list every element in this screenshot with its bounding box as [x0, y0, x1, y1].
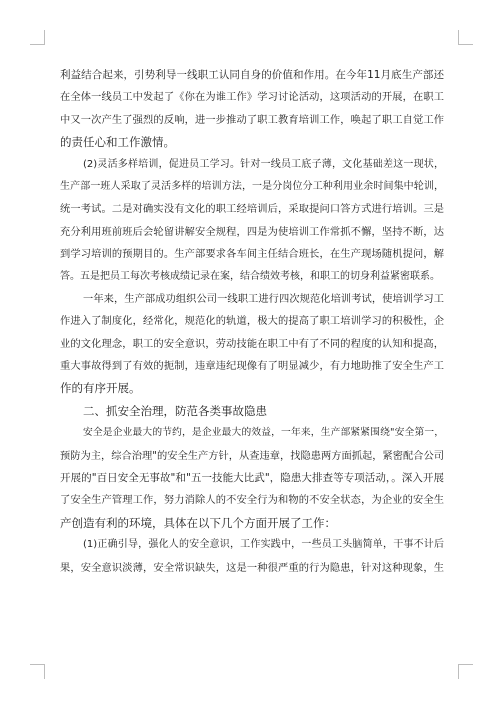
- section-heading: 二、抓安全治理，防范各类事故隐患: [83, 403, 267, 418]
- document-page-body: [60, 64, 444, 579]
- text-line: 生产部一班人采取了灵活多样的培训方法，一是分岗位分工种利用业余时间集中轮训，: [60, 180, 444, 192]
- para-safety-benefit: [60, 422, 444, 534]
- text-line: 到学习培训的预期目的。生产部要求各车间主任结合班长，在生产现场随机提问，解: [60, 248, 444, 261]
- text-line: 预防为主，综合治理"的安全生产方针，从查违章，找隐患两方面抓起，紧密配合公司: [60, 449, 444, 462]
- para-year-summary: [60, 288, 444, 400]
- text-line: 一年来，生产部成功组织公司一线职工进行四次规范化培训考试，使培训学习工: [83, 292, 444, 305]
- text-line: 重大事故得到了有效的扼制，违章违纪现像有了明显减少，有力地助推了安全生产工: [60, 360, 444, 373]
- text-line: 中又一次产生了强烈的反响，进一步推动了职工教育培训工作，唤起了职工自觉工作: [60, 113, 444, 126]
- para-flexible-training: [60, 154, 444, 288]
- text-line: 产创造有利的环境，具体在以下几个方面开展了工作：: [60, 515, 336, 530]
- text-line: 安全是企业最大的节约，是企业最大的效益，一年来，生产部紧紧围绕"安全第一，: [83, 427, 444, 439]
- text-line: (1)正确引导，强化人的安全意识，工作实践中，一些员工头脑简单，干事不计后: [83, 539, 444, 551]
- para-correct-guidance: [60, 534, 444, 579]
- text-line: 了安全生产管理工作，努力消除人的不安全行为和物的不安全状态，为企业的安全生: [60, 494, 444, 507]
- text-line: 的责任心和工作激情。: [60, 135, 175, 150]
- text-line: 答。五是把员工每次考核成绩记录在案，结合绩效考核，和职工的切身利益紧密联系。: [60, 270, 440, 282]
- text-line: 统一考试。二是对确实没有文化的职工经培训后，采取提问口答方式进行培训。三是: [60, 203, 444, 216]
- crop-mark-bottom-left: [30, 664, 45, 679]
- text-line: 充分利用班前班后会轮留讲解安全规程，四是为使培训工作常抓不懈，坚持不断，达: [60, 225, 444, 238]
- text-line: 作的有序开展。: [60, 381, 141, 396]
- text-line: 作进入了制度化，经常化，规范化的轨道，极大的提高了职工培训学习的积极性，企: [60, 315, 444, 328]
- para-continuation: [60, 64, 444, 154]
- crop-mark-top-right: [458, 30, 473, 45]
- text-line: 在全体一线员工中发起了《你在为谁工作》学习讨论活动，这项活动的开展，在职工: [60, 91, 444, 104]
- crop-mark-bottom-right: [458, 664, 473, 679]
- text-line: (2)灵活多样培训，促进员工学习。针对一线员工底子薄，文化基础差这一现状，: [83, 158, 444, 170]
- text-line: 开展的"百日安全无事故"和"五一技能大比武"，隐患大排查等专项活动，。深入开展: [60, 472, 444, 485]
- crop-mark-top-left: [30, 30, 45, 45]
- text-line: 业的文化理念，职工的安全意识，劳动技能在职工中有了不同的程度的认知和提高，: [60, 337, 444, 350]
- text-line: 果，安全意识淡薄，安全常识缺失，这是一种很严重的行为隐患，针对这种现象，生: [60, 561, 444, 574]
- section-heading-safety: [60, 400, 444, 422]
- text-line: 利益结合起来，引势利导一线职工认同自身的价值和作用。在今年11月底生产部还: [60, 69, 444, 81]
